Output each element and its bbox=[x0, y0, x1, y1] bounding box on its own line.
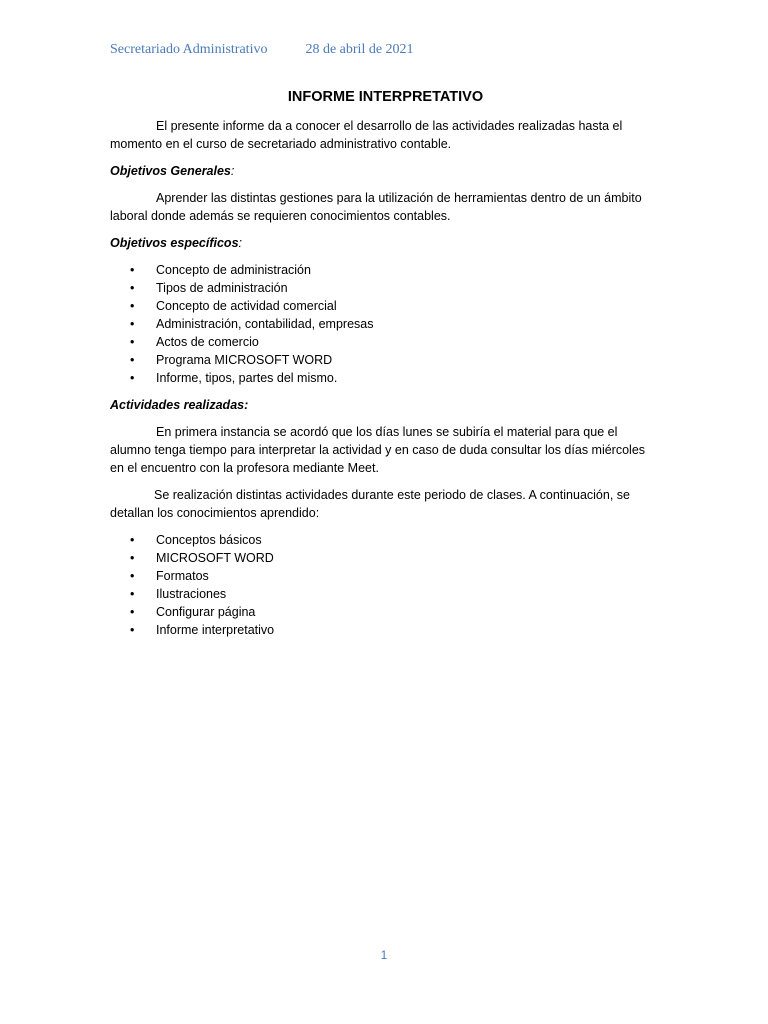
general-objectives-heading-colon: : bbox=[230, 164, 235, 178]
list-item-text: Administración, contabilidad, empresas bbox=[156, 317, 374, 331]
document-body bbox=[110, 88, 655, 648]
list-item-text: Tipos de administración bbox=[156, 281, 288, 295]
list-item-text: Concepto de administración bbox=[156, 263, 311, 277]
list-item-text: Formatos bbox=[156, 569, 209, 583]
bullet-icon: • bbox=[130, 587, 135, 601]
list-item bbox=[110, 333, 655, 351]
list-item bbox=[110, 315, 655, 333]
activities-heading-text: Actividades realizadas: bbox=[110, 398, 249, 412]
list-item-text: Concepto de actividad comercial bbox=[156, 299, 337, 313]
page-header bbox=[110, 42, 414, 58]
list-item-text: Conceptos básicos bbox=[156, 533, 262, 547]
bullet-icon: • bbox=[130, 353, 135, 367]
list-item bbox=[110, 369, 655, 387]
list-item bbox=[110, 567, 655, 585]
bullet-icon: • bbox=[130, 317, 135, 331]
list-item-text: Informe, tipos, partes del mismo. bbox=[156, 371, 338, 385]
bullet-icon: • bbox=[130, 623, 135, 637]
bullet-icon: • bbox=[130, 605, 135, 619]
list-item bbox=[110, 603, 655, 621]
specific-objectives-heading bbox=[110, 234, 655, 252]
page-number: 1 bbox=[380, 948, 388, 962]
list-item bbox=[110, 351, 655, 369]
list-item-text: Informe interpretativo bbox=[156, 623, 275, 637]
header-course-name: Secretariado Administrativo bbox=[110, 42, 268, 57]
bullet-icon: • bbox=[130, 263, 135, 277]
bullet-icon: • bbox=[130, 371, 135, 385]
intro-paragraph: El presente informe da a conocer el desarrollo de las actividades realizadas hasta el momento en el curso de secretariado administrativo contable. bbox=[110, 119, 623, 151]
specific-objectives-heading-text: Objetivos específicos bbox=[110, 236, 239, 250]
list-item bbox=[110, 531, 655, 549]
list-item bbox=[110, 261, 655, 279]
list-item bbox=[110, 279, 655, 297]
activities-paragraph-1: En primera instancia se acordó que los días lunes se subiría el material para que el alumno tenga tiempo para interpretar la actividad y en caso de duda consultar los días miércoles en el encuentro con la profesora mediante Meet. bbox=[110, 425, 646, 475]
list-item-text: Configurar página bbox=[156, 605, 256, 619]
general-objectives-heading-text: Objetivos Generales bbox=[110, 164, 231, 178]
activities-heading bbox=[110, 396, 655, 414]
list-item bbox=[110, 297, 655, 315]
list-item-text: Ilustraciones bbox=[156, 587, 227, 601]
bullet-icon: • bbox=[130, 281, 135, 295]
bullet-icon: • bbox=[130, 299, 135, 313]
bullet-icon: • bbox=[130, 551, 135, 565]
specific-objectives-heading-colon: : bbox=[238, 236, 243, 250]
list-item bbox=[110, 549, 655, 567]
activities-paragraph-2: Se realización distintas actividades durante este periodo de clases. A continuación, se detallan los conocimientos aprendido: bbox=[110, 488, 630, 520]
document-title: INFORME INTERPRETATIVO bbox=[287, 89, 484, 105]
general-objectives-paragraph: Aprender las distintas gestiones para la utilización de herramientas dentro de un ámbito laboral donde además se requieren conocimientos contables. bbox=[110, 191, 642, 223]
learned-topics-list bbox=[110, 531, 655, 639]
specific-objectives-list bbox=[110, 261, 655, 387]
list-item-text: Actos de comercio bbox=[156, 335, 259, 349]
header-date: 28 de abril de 2021 bbox=[305, 42, 414, 57]
bullet-icon: • bbox=[130, 533, 135, 547]
bullet-icon: • bbox=[130, 569, 135, 583]
list-item bbox=[110, 621, 655, 639]
list-item-text: Programa MICROSOFT WORD bbox=[156, 353, 333, 367]
list-item-text: MICROSOFT WORD bbox=[156, 551, 274, 565]
bullet-icon: • bbox=[130, 335, 135, 349]
list-item bbox=[110, 585, 655, 603]
general-objectives-heading bbox=[110, 162, 655, 180]
